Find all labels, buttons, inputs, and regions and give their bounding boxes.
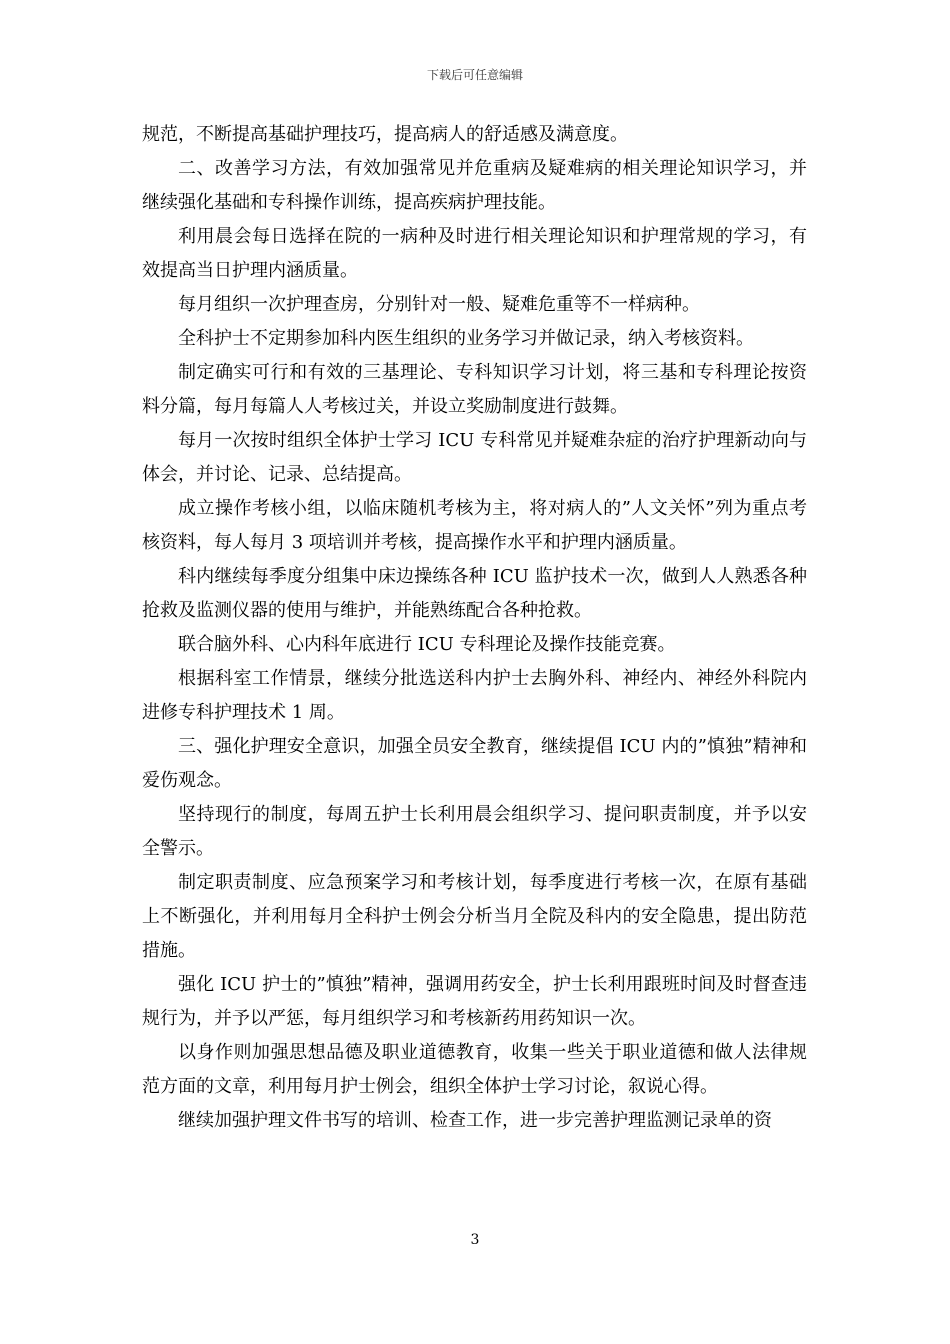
page-header: 下载后可任意编辑 [426,68,523,82]
paragraph: 全科护士不定期参加科内医生组织的业务学习并做记录，纳入考核资料。 [178,328,754,349]
paragraph: 继续加强护理文件书写的培训、检查工作，进一步完善护理监测记录单的资 [178,1110,772,1131]
paragraph: 联合脑外科、心内科年底进行 ICU 专科理论及操作技能竞赛。 [178,634,676,655]
paragraph: 科内继续每季度分组集中床边操练各种 ICU 监护技术一次，做到人人熟悉各种抢救及监测仪器的使用与维护，并能熟练配合各种抢救。 [142,566,807,621]
paragraph: 成立操作考核小组，以临床随机考核为主，将对病人的”人文关怀”列为重点考核资料，每人每月 3 项培训并考核，提高操作水平和护理内涵质量。 [142,498,807,553]
paragraph: 每月一次按时组织全体护士学习 ICU 专科常见并疑难杂症的治疗护理新动向与体会，并讨论、记录、总结提高。 [142,430,807,485]
paragraph: 根据科室工作情景，继续分批选送科内护士去胸外科、神经内、神经外科院内进修专科护理技术 1 周。 [142,668,807,723]
paragraph: 三、强化护理安全意识，加强全员安全教育，继续提倡 ICU 内的”慎独”精神和爱伤观念。 [142,736,807,791]
paragraph: 强化 ICU 护士的”慎独”精神，强调用药安全，护士长利用跟班时间及时督查违规行为，并予以严惩，每月组织学习和考核新药用药知识一次。 [142,974,807,1029]
paragraph: 二、改善学习方法，有效加强常见并危重病及疑难病的相关理论知识学习，并继续强化基础和专科操作训练，提高疾病护理技能。 [142,158,807,213]
document-body [142,118,807,1138]
paragraph: 制定职责制度、应急预案学习和考核计划，每季度进行考核一次，在原有基础上不断强化，并利用每月全科护士例会分析当月全院及科内的安全隐患，提出防范措施。 [142,872,807,961]
page-number: 3 [470,1232,480,1248]
paragraph: 规范，不断提高基础护理技巧，提高病人的舒适感及满意度。 [142,124,628,145]
paragraph: 利用晨会每日选择在院的一病种及时进行相关理论知识和护理常规的学习，有效提高当日护理内涵质量。 [142,226,807,281]
paragraph: 制定确实可行和有效的三基理论、专科知识学习计划，将三基和专科理论按资料分篇，每月每篇人人考核过关，并设立奖励制度进行鼓舞。 [142,362,807,417]
paragraph: 坚持现行的制度，每周五护士长利用晨会组织学习、提问职责制度，并予以安全警示。 [142,804,807,859]
paragraph: 每月组织一次护理查房，分别针对一般、疑难危重等不一样病种。 [178,294,700,315]
paragraph: 以身作则加强思想品德及职业道德教育，收集一些关于职业道德和做人法律规范方面的文章，利用每月护士例会，组织全体护士学习讨论，叙说心得。 [142,1042,807,1097]
